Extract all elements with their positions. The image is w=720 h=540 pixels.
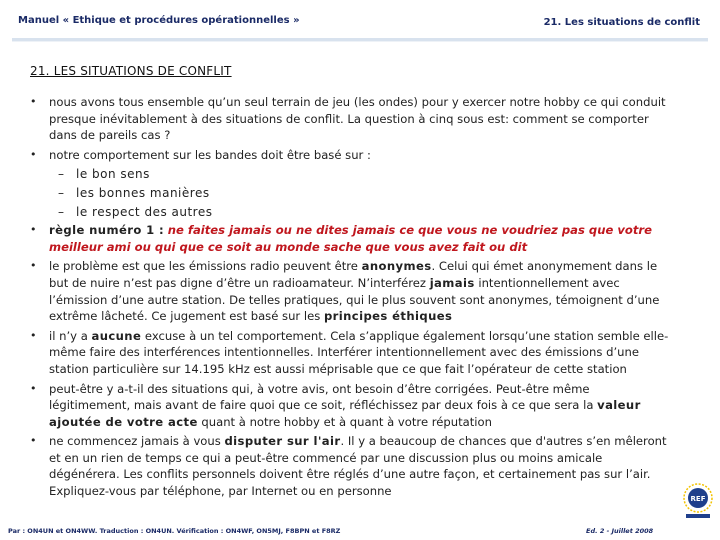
sub-list-item <box>30 185 670 202</box>
sub-list-item <box>30 204 670 221</box>
rule-label: règle numéro 1 : <box>49 223 165 238</box>
footer-credits: Par : ON4UN et ON4WW. Traduction : ON4UN. Vérification : ON4WF, ON5MJ, F8BPN et F8RZ <box>8 527 341 535</box>
bullet-icon: • <box>30 147 37 161</box>
bullet-icon: • <box>30 95 37 108</box>
header-section-title: 21. Les situations de conflit <box>543 17 700 28</box>
dash-icon: – <box>58 204 65 219</box>
emphasis-text: principes éthiques <box>323 309 453 324</box>
dash-icon: – <box>58 167 65 182</box>
sub-item-text: les bonnes manières <box>76 185 210 200</box>
logo-text: REF <box>690 495 706 503</box>
emphasis-text: aucune <box>91 328 142 343</box>
list-item <box>30 328 670 378</box>
sub-list-item <box>30 166 670 183</box>
header-document-title: Manuel « Ethique et procédures opérationnelles » <box>18 15 300 26</box>
header-divider <box>12 38 708 42</box>
sub-item-text: le respect des autres <box>76 204 213 219</box>
bullet-icon: • <box>30 259 37 273</box>
rule-text: ne faites jamais ou ne dites jamais ce que vous ne voudriez pas que votre meilleur ami ou qui que ce soit au monde sache que vous avez fait ou dit <box>49 223 653 254</box>
sub-item-text: le bon sens <box>76 167 150 182</box>
list-item <box>30 147 670 164</box>
list-item <box>30 381 670 431</box>
item-text: le problème est que les émissions radio peuvent être <box>49 259 362 274</box>
item-text: peut-être y a-t-il des situations qui, à votre avis, ont besoin d’être corrigées. Peut-être même légitimement, mais avant de faire quoi que ce soit, réfléchissez par deux fois à ce que sera la <box>49 381 598 413</box>
bullet-icon: • <box>30 328 37 342</box>
item-text: intentionnellement avec l’émission d’une autre station. De telles pratiques, qui le plus souvent sont anonymes, témoignent d’une extrême lâcheté. Ce jugement est basé sur les <box>49 275 660 324</box>
item-text: nous avons tous ensemble qu’un seul terrain de jeu (les ondes) pour y exercer notre hobby ce qui conduit presque inévitablement à des situations de conflit. La question à cinq sous est: comment se comporter dans de pareils cas ? <box>49 95 666 143</box>
footer-edition: Ed. 2 - Juillet 2008 <box>586 527 654 535</box>
emphasis-text: jamais <box>429 275 475 290</box>
item-text: quant à notre hobby et à quant à votre réputation <box>197 414 492 429</box>
item-text: notre comportement sur les bandes doit être basé sur : <box>49 147 371 162</box>
dash-icon: – <box>58 185 65 200</box>
item-text: . Il y a beaucoup de chances que d'autres s’en mêleront et en un rien de temps ce qui a peut-être commencé par une discussion plus ou moins amicale dégénérera. Les conflits personnels doivent être réglés d’une autre façon, et certainement pas sur l’air. Expliquez-vous par téléphone, par Internet ou en personne <box>49 434 667 499</box>
emphasis-text: disputer sur l'air <box>224 434 341 449</box>
emphasis-text: anonymes <box>361 259 432 274</box>
list-item <box>30 94 670 144</box>
item-text: il n’y a <box>49 328 92 343</box>
bullet-icon: • <box>30 434 37 448</box>
item-text: ne commencez jamais à vous <box>49 434 225 449</box>
bullet-icon: • <box>30 381 37 395</box>
section-title: 21. LES SITUATIONS DE CONFLIT <box>30 64 232 78</box>
list-item <box>30 433 670 499</box>
item-text: excuse à un tel comportement. Cela s’applique également lorsqu’une station semble elle-même faire des interférences intentionnelles. Interférer intentionnellement avec des émissions d’une station particulière sur 14.195 kHz est aussi méprisable que ce que fait l’opérateur de cette station <box>49 328 669 376</box>
bullet-list <box>30 94 670 503</box>
ref-logo-icon <box>680 480 716 524</box>
list-item <box>30 222 670 255</box>
bullet-icon: • <box>30 223 37 237</box>
item-text: . Celui qui émet anonymement dans le but de nuire n’est pas digne d’être un radioamateur. N’interférez <box>49 259 658 290</box>
emphasis-text: valeur ajoutée de votre acte <box>49 398 641 429</box>
list-item <box>30 258 670 324</box>
